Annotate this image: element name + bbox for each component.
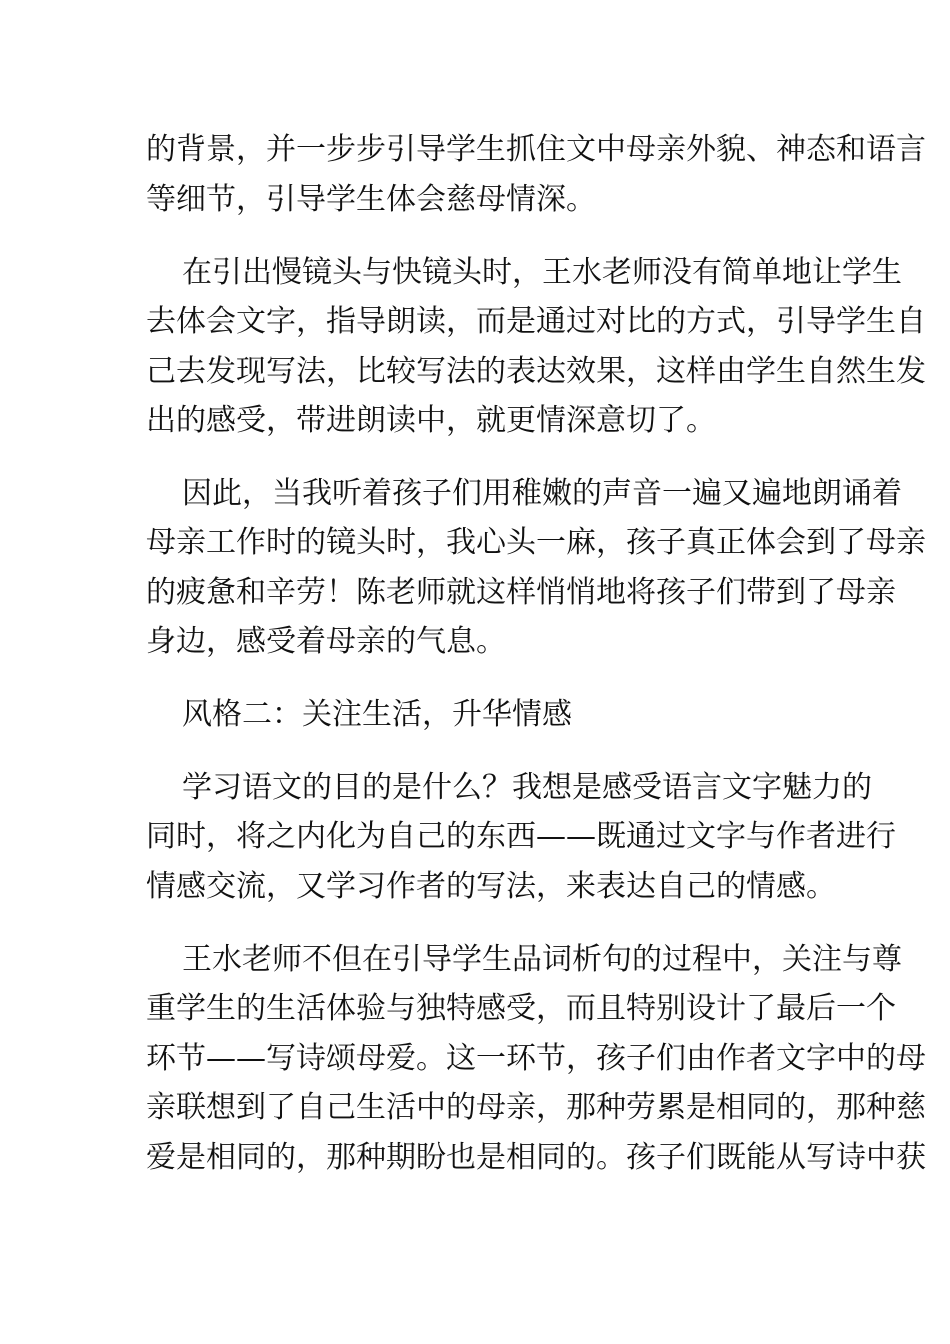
paragraph-line: 在引出慢镜头与快镜头时，王水老师没有简单地让学生 [182, 255, 902, 290]
paragraph-line: 同时，将之内化为自己的东西——既通过文字与作者进行 [146, 819, 896, 854]
paragraph-line: 母亲工作时的镜头时，我心头一麻，孩子真正体会到了母亲 [146, 525, 926, 560]
paragraph-line: 身边，感受着母亲的气息。 [146, 624, 506, 659]
paragraph-line: 亲联想到了自己生活中的母亲，那种劳累是相同的，那种慈 [146, 1090, 926, 1125]
paragraph-line: 等细节，引导学生体会慈母情深。 [146, 182, 596, 217]
paragraph-line: 的背景，并一步步引导学生抓住文中母亲外貌、神态和语言 [146, 132, 926, 167]
paragraph-line: 己去发现写法，比较写法的表达效果，这样由学生自然生发 [146, 354, 926, 389]
paragraph-line: 情感交流，又学习作者的写法，来表达自己的情感。 [146, 869, 836, 904]
paragraph-line: 重学生的生活体验与独特感受，而且特别设计了最后一个 [146, 991, 896, 1026]
paragraph-line: 环节——写诗颂母爱。这一环节，孩子们由作者文字中的母 [146, 1041, 926, 1076]
paragraph-line: 爱是相同的，那种期盼也是相同的。孩子们既能从写诗中获 [146, 1140, 926, 1175]
paragraph-line: 去体会文字，指导朗读，而是通过对比的方式，引导学生自 [146, 304, 926, 339]
paragraph-line: 因此，当我听着孩子们用稚嫩的声音一遍又遍地朗诵着 [182, 476, 902, 511]
section-heading: 风格二：关注生活，升华情感 [182, 697, 572, 732]
paragraph-line: 出的感受，带进朗读中，就更情深意切了。 [146, 403, 716, 438]
paragraph-line: 的疲惫和辛劳！陈老师就这样悄悄地将孩子们带到了母亲 [146, 575, 896, 610]
paragraph-line: 学习语文的目的是什么？我想是感受语言文字魅力的 [182, 770, 872, 805]
paragraph-line: 王水老师不但在引导学生品词析句的过程中，关注与尊 [182, 942, 902, 977]
